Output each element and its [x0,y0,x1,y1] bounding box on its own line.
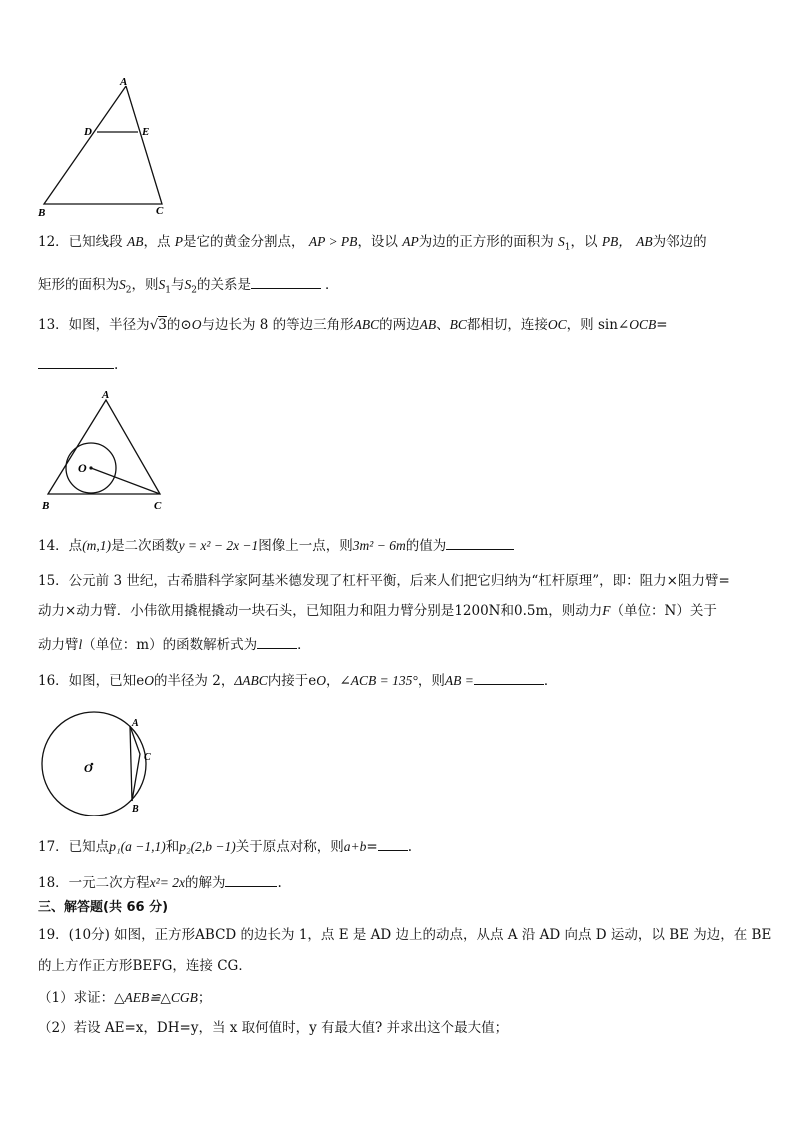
q16-line: 16．如图，已知eO的半径为 2，ΔABC内接于eO，∠ACB = 135°，则AB = ． [38,670,557,691]
fig1-label-a: A [120,76,128,88]
q17-answer-blank[interactable] [378,836,408,851]
fig2-label-o: O [78,461,87,475]
q19-line-1: 19．(10分) 如图，正方形ABCD 的边长为 1，点 E 是 AD 边上的动点，从点 A 沿 AD 向点 D 运动，以 BE 为边，在 BE [38,927,772,943]
q13-line-1: 13．如图，半径为√3的⊙O与边长为 8 的等边三角形ABC的两边AB、BC都相切，连接OC，则 sin∠OCB= [38,317,668,333]
fig1-label-b: B [38,207,46,219]
fig2-label-b: B [42,500,50,512]
circle-figure-3 [36,706,160,816]
q12-answer-blank[interactable] [251,274,321,289]
fig3-label-o: O [84,761,93,775]
triangle-circle-figure-2 [36,384,176,514]
q12-line-2: 矩形的面积为$S_2$，则$S_1$与$S_2$的关系是 ． [38,274,338,301]
q12-line-1: 12．已知线段 AB，点 P是它的黄金分割点， AP > PB，设以 AP为边的正方形的面积为 $S_1$，以 PB， AB为邻边的 [38,234,707,253]
q13-line-2: . [38,354,118,375]
q17-line: 17．已知点p₁(a −1,1)和p₂(2,b −1)关于原点对称，则a+b= . [38,836,412,857]
q13-answer-blank[interactable] [38,354,114,369]
fig3-label-c: C [144,752,151,763]
q15-line-2: 动力×动力臂．小伟欲用撬棍撬动一块石头，已知阻力和阻力臂分别是1200N和0.5m，则动力F（单位：N）关于 [38,603,717,619]
section-3-heading: 三、解答题(共 66 分) [38,900,169,915]
q19-part-1: （1）求证：△AEB≌△CGB； [38,990,212,1006]
fig1-label-e: E [142,126,150,138]
q19-line-2: 的上方作正方形BEFG，连接 CG． [38,958,252,974]
q18-line: 18．一元二次方程x²= 2x的解为 . [38,872,282,893]
fig2-label-c: C [154,500,162,512]
q19-part-2: （2）若设 AE=x，DH=y，当 x 取何值时，y 有最大值? 并求出这个最大值； [38,1020,509,1036]
q14-answer-blank[interactable] [446,535,514,550]
fig1-label-d: D [84,126,92,138]
sqrt-symbol: √ [149,317,159,333]
q15-line-3: 动力臂l（单位：m）的函数解析式为 ． [38,634,311,655]
q15-line-1: 15．公元前 3 世纪，古希腊科学家阿基米德发现了杠杆平衡，后来人们把它归纳为“杠杆原理”，即：阻力×阻力臂= [38,573,730,589]
q14-line: 14．点(m,1)是二次函数y = x² − 2x −1图像上一点，则3m² − 6m的值为 [38,535,514,556]
fig1-label-c: C [156,205,164,217]
q16-answer-blank[interactable] [474,670,544,685]
q18-answer-blank[interactable] [225,872,277,887]
fig3-label-b: B [132,804,139,815]
q15-answer-blank[interactable] [257,634,297,649]
triangle-figure-1 [34,72,174,220]
fig2-label-a: A [102,389,110,401]
fig3-label-a: A [132,718,139,729]
